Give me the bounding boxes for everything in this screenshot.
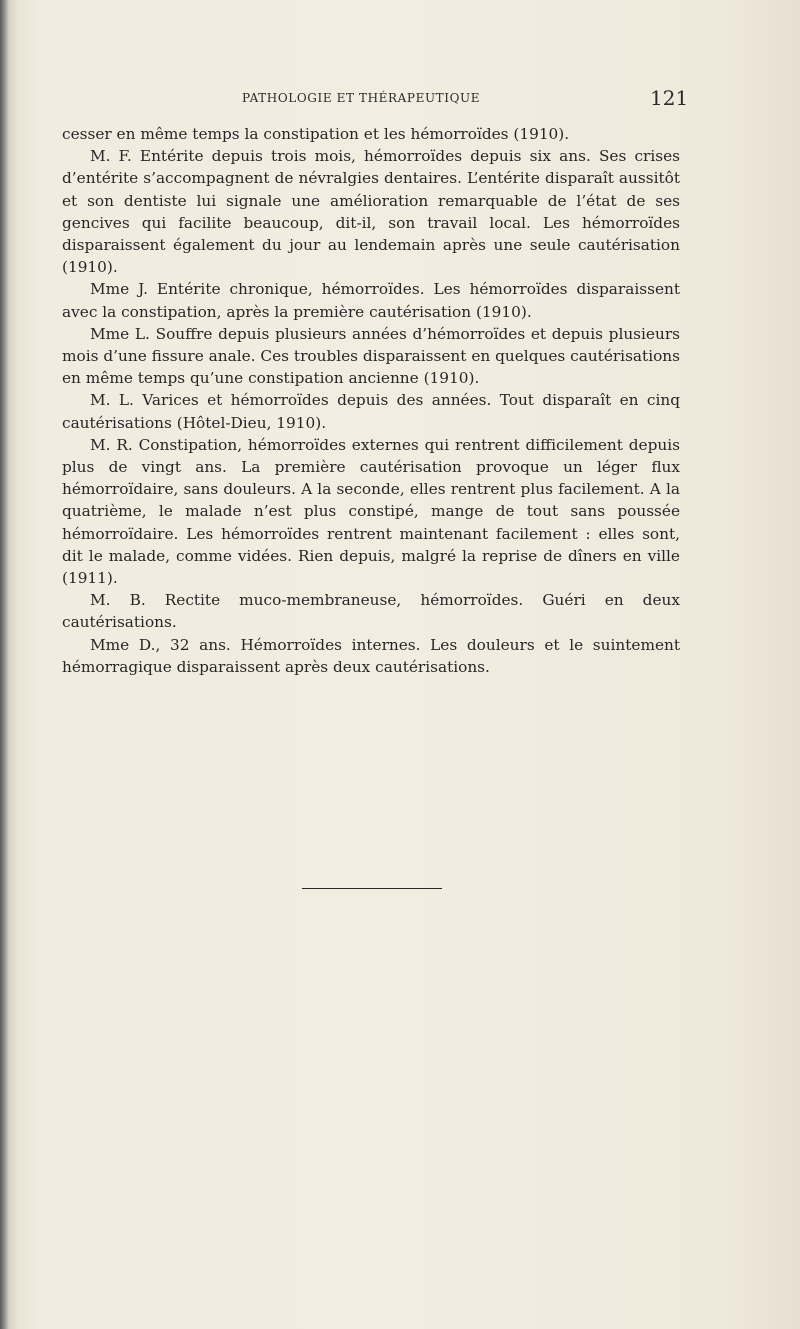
paragraph: M. B. Rectite muco-membraneuse, hémorroïdes. Guéri en deux cautérisations. bbox=[62, 591, 680, 632]
paragraph: cesser en même temps la constipation et les hémorroïdes (1910). bbox=[62, 125, 570, 143]
paragraph: Mme L. Souffre depuis plusieurs années d’hémorroïdes et depuis plusieurs mois d’une fissure anale. Ces troubles disparaissent en quelques cautérisations en même temps qu’une constipation ancienne (1910). bbox=[62, 324, 680, 388]
running-title: PATHOLOGIE ET THÉRAPEUTIQUE bbox=[242, 91, 481, 105]
section-end-rule bbox=[302, 888, 442, 889]
page-number: 121 bbox=[650, 86, 689, 110]
body-text bbox=[62, 123, 680, 678]
paragraph: Mme D., 32 ans. Hémorroïdes internes. Les douleurs et le suintement hémorragique disparaissent après deux cautérisations. bbox=[62, 635, 680, 676]
paragraph: M. F. Entérite depuis trois mois, hémorroïdes depuis six ans. Ses crises d’entérite s’accompagnent de névralgies dentaires. L’entérite disparaît aussitôt et son dentiste lui signale une amélioration remarquable de l’état de ses gencives qui facilite beaucoup, dit-il, son travail local. Les hémorroïdes disparaissent également du jour au lendemain après une seule cautérisation (1910). bbox=[62, 147, 680, 277]
paragraph: Mme J. Entérite chronique, hémorroïdes. Les hémorroïdes disparaissent avec la constipation, après la première cautérisation (1910). bbox=[62, 280, 680, 321]
paragraph: M. L. Varices et hémorroïdes depuis des années. Tout disparaît en cinq cautérisations (Hôtel-Dieu, 1910). bbox=[62, 391, 680, 432]
paragraph: M. R. Constipation, hémorroïdes externes qui rentrent difficilement depuis plus de vingt ans. La première cautérisation provoque un léger flux hémorroïdaire, sans douleurs. A la seconde, elles rentrent plus facilement. A la quatrième, le malade n’est plus constipé, mange de tout sans poussée hémorroïdaire. Les hémorroïdes rentrent maintenant facilement : elles sont, dit le malade, comme vidées. Rien depuis, malgré la reprise de dîners en ville (1911). bbox=[62, 435, 680, 588]
page-header bbox=[62, 86, 689, 110]
